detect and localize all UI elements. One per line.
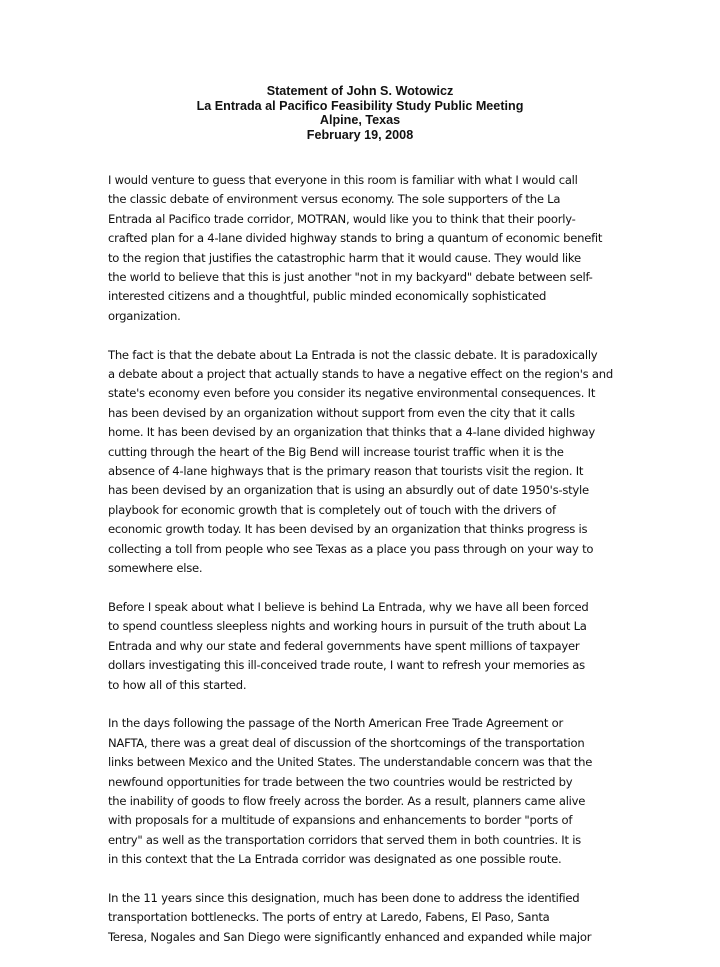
text-line: collecting a toll from people who see Texas as a place you pass through on your way to: [108, 541, 594, 556]
document-header: [0, 84, 720, 142]
paragraph: [108, 598, 618, 695]
text-line: interested citizens and a thoughtful, public minded economically sophisticated: [108, 289, 547, 304]
text-line: the world to believe that this is just another "not in my backyard" debate between self-: [108, 270, 593, 285]
text-line: to how all of this started.: [108, 677, 247, 692]
text-line: somewhere else.: [108, 561, 203, 576]
text-line: I would venture to guess that everyone in this room is familiar with what I would call: [108, 173, 578, 187]
text-line: Entrada al Pacifico trade corridor, MOTRAN, would like you to think that their poorly-: [108, 211, 576, 226]
text-line: the inability of goods to flow freely across the border. As a result, planners came alive: [108, 793, 586, 808]
text-line: transportation bottlenecks. The ports of entry at Laredo, Fabens, El Paso, Santa: [108, 910, 550, 925]
text-line: organization.: [108, 308, 181, 323]
paragraph: [108, 346, 618, 579]
text-line: dollars investigating this ill-conceived trade route, I want to refresh your memories as: [108, 658, 585, 673]
text-line: links between Mexico and the United States. The understandable concern was that the: [108, 755, 593, 770]
text-line: to the region that justifies the catastrophic harm that it would cause. They would like: [108, 250, 581, 265]
statement-title: Statement of John S. Wotowicz: [266, 84, 454, 98]
text-line: crafted plan for a 4-lane divided highway stands to bring a quantum of economic benefit: [108, 231, 603, 246]
text-line: Before I speak about what I believe is behind La Entrada, why we have all been forced: [108, 599, 589, 614]
meeting-name: La Entrada al Pacifico Feasibility Study Public Meeting: [196, 98, 524, 113]
text-line: absence of 4-lane highways that is the primary reason that tourists visit the region. It: [108, 464, 584, 479]
text-line: Teresa, Nogales and San Diego were significantly enhanced and expanded while major: [108, 929, 592, 944]
text-line: in this context that the La Entrada corridor was designated as one possible route.: [108, 852, 562, 867]
paragraph: [108, 171, 618, 326]
text-line: cutting through the heart of the Big Bend will increase tourist traffic when it is the: [108, 444, 564, 459]
paragraph: [108, 889, 618, 947]
text-line: economic growth today. It has been devised by an organization that thinks progress is: [108, 522, 588, 537]
text-line: In the 11 years since this designation, much has been done to address the identified: [108, 890, 580, 905]
text-line: has been devised by an organization without support from even the city that it calls: [108, 405, 575, 420]
statement-body: [108, 171, 618, 967]
text-line: playbook for economic growth that is completely out of touch with the drivers of: [108, 502, 556, 517]
text-line: In the days following the passage of the North American Free Trade Agreement or: [108, 716, 563, 731]
paragraph: [108, 714, 618, 869]
text-line: newfound opportunities for trade between the two countries would be restricted by: [108, 774, 573, 789]
text-line: to spend countless sleepless nights and working hours in pursuit of the truth about La: [108, 619, 587, 634]
text-line: home. It has been devised by an organization that thinks that a 4-lane divided highway: [108, 425, 595, 440]
text-line: state's economy even before you consider its negative environmental consequences. It: [108, 386, 596, 401]
text-line: NAFTA, there was a great deal of discussion of the shortcomings of the transportation: [108, 735, 585, 750]
meeting-date: February 19, 2008: [306, 127, 414, 142]
meeting-location: Alpine, Texas: [319, 113, 401, 127]
text-line: Entrada and why our state and federal governments have spent millions of taxpayer: [108, 638, 580, 653]
text-line: a debate about a project that actually stands to have a negative effect on the region's and: [108, 367, 613, 382]
text-line: The fact is that the debate about La Entrada is not the classic debate. It is paradoxically: [108, 347, 598, 362]
text-line: has been devised by an organization that is using an absurdly out of date 1950's-style: [108, 483, 589, 498]
text-line: entry" as well as the transportation corridors that served them in both countries. It is: [108, 832, 581, 847]
text-line: with proposals for a multitude of expansions and enhancements to border "ports of: [108, 813, 573, 828]
text-line: the classic debate of environment versus economy. The sole supporters of the La: [108, 192, 561, 207]
